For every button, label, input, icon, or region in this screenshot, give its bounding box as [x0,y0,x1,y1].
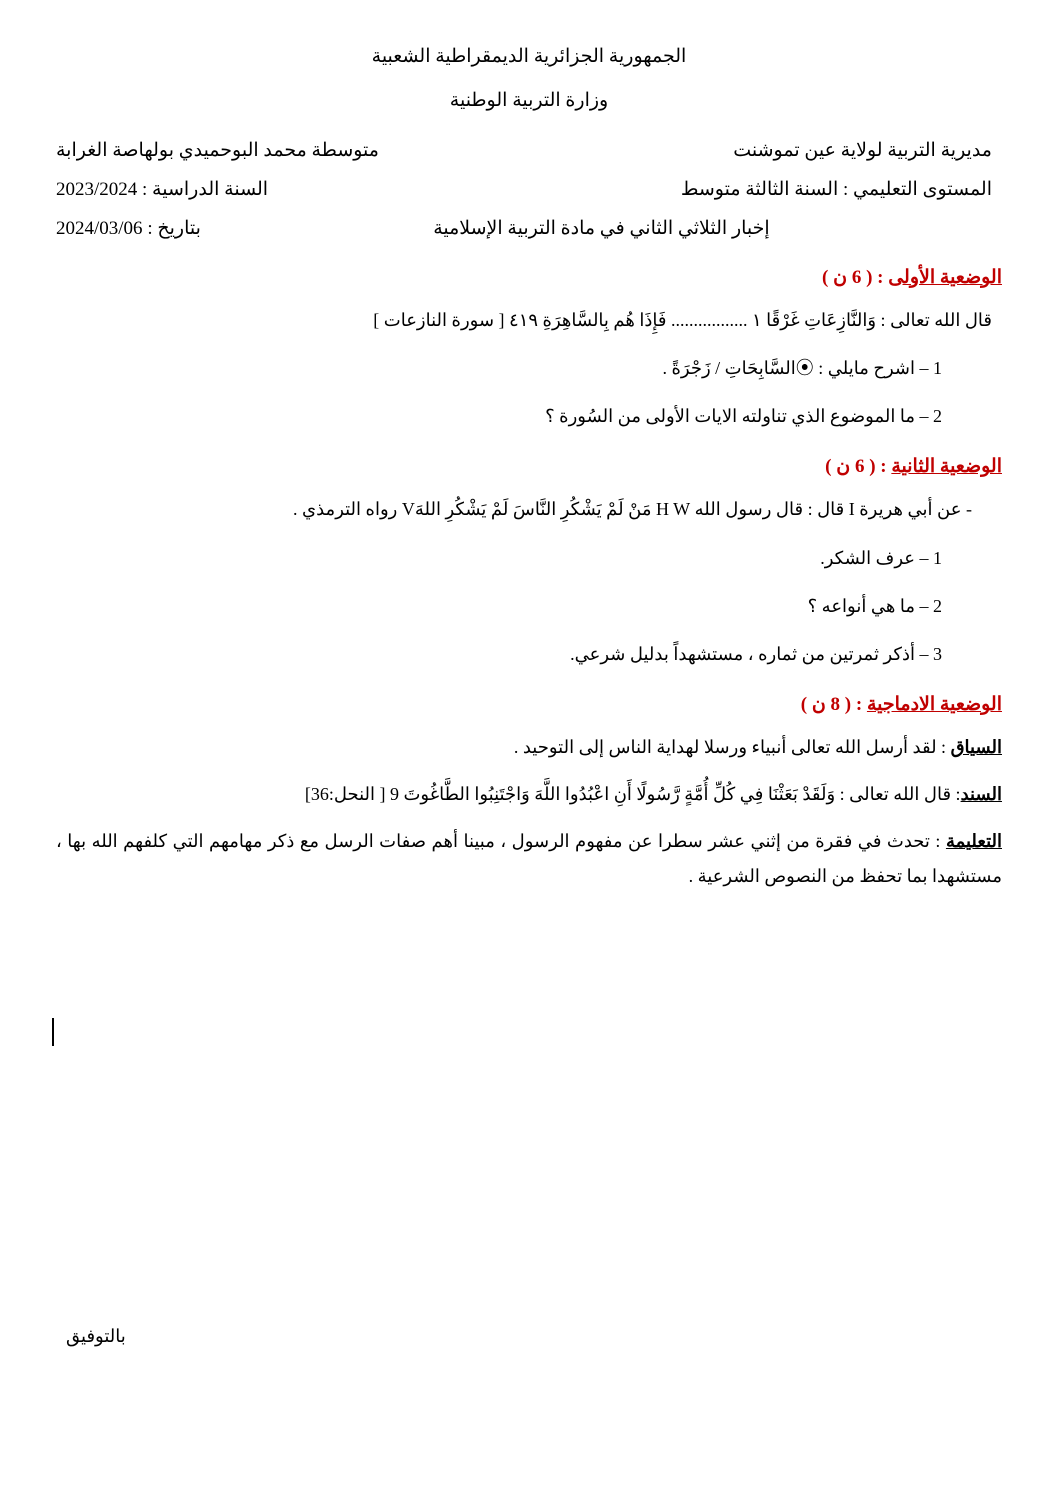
text-cursor-marker [52,1018,54,1046]
school-year-label: السنة الدراسية : 2023/2024 [56,178,269,200]
situation-two-question-3: 3 – أذكر ثمرتين من ثماره ، مستشهداً بدليل شرعي. [570,643,942,664]
situation-one-marks: : ( 6 ن ) [822,266,889,288]
situation-one-verse: قال الله تعالى : وَالنَّازِعَاتِ غَرْقًا ١ ................. فَإِذَا هُم بِالسَّاهِرَةِ ٤١٩ [ سورة النازعات ] [373,309,992,330]
situation-one-title: الوضعية الأولى [888,266,1002,288]
level-label: المستوى التعليمي : السنة الثالثة متوسط [680,178,992,200]
support-text: : قال الله تعالى : وَلَقَدْ بَعَثْنَا فِي كُلِّ أُمَّةٍ رَّسُولًا أَنِ اعْبُدُوا اللَّهَ وَاجْتَنِبُوا الطَّاغُوتَ 9 [ النحل:36] [304,784,961,805]
task-text: : تحدث في فقرة من إثني عشر سطرا عن مفهوم الرسول ، مبينا أهم صفات الرسل مع ذكر مهامهم التي كلفهم الله بها ، مستشهدا بما تحفظ من النصوص الشرعية . [56,831,1002,887]
level-year-row [56,178,1002,201]
context-text: : لقد أرسل الله تعالى أنبياء ورسلا لهداية الناس إلى التوحيد . [513,737,951,758]
situation-one-question-2: 2 – ما الموضوع الذي تناولته الايات الأولى من السُورة ؟ [545,406,942,427]
situation-two-heading [56,455,1002,478]
closing-note: بالتوفيق [66,1326,126,1347]
directorate-school-row [56,139,1002,162]
exam-date: بتاريخ : 2024/03/06 [56,217,201,239]
school-label: متوسطة محمد البوحميدي بولهاصة الغرابة [56,139,379,161]
country-heading: الجمهورية الجزائرية الديمقراطية الشعبية [371,46,687,67]
situation-two-question-2: 2 – ما هي أنواعه ؟ [807,595,942,616]
situation-integration-heading [56,693,1002,716]
support-row [56,777,1002,812]
exam-title-row [56,217,1002,240]
support-label: السند [960,784,1002,805]
situation-two-hadith: - عن أبي هريرة I قال : قال رسول الله H W مَنْ لَمْ يَشْكُرِ النَّاسَ لَمْ يَشْكُرِ اللهَV رواه الترمذي . [293,499,972,520]
situation-one-heading [56,266,1002,289]
ministry-heading: وزارة التربية الوطنية [449,90,609,112]
situation-two-question-1: 1 – عرف الشكر. [820,547,942,568]
situation-integration-marks: : ( 8 ن ) [800,694,867,716]
context-row [56,730,1002,765]
task-row [56,824,1002,894]
situation-two-title: الوضعية الثانية [891,456,1002,478]
exam-title: إخبار الثلاثي الثاني في مادة التربية الإسلامية [433,217,770,239]
blank-answer-space [56,906,1002,1026]
situation-one-question-1: 1 – اشرح مايلي : ⦿السَّابِحَاتِ / زَجْرَةً . [662,357,942,378]
directorate-label: مديرية التربية لولاية عين تموشنت [733,139,992,161]
situation-two-marks: : ( 6 ن ) [825,456,892,478]
task-label: التعليمة [945,831,1002,852]
context-label: السياق [950,737,1002,758]
situation-integration-title: الوضعية الادماجية [866,694,1002,716]
